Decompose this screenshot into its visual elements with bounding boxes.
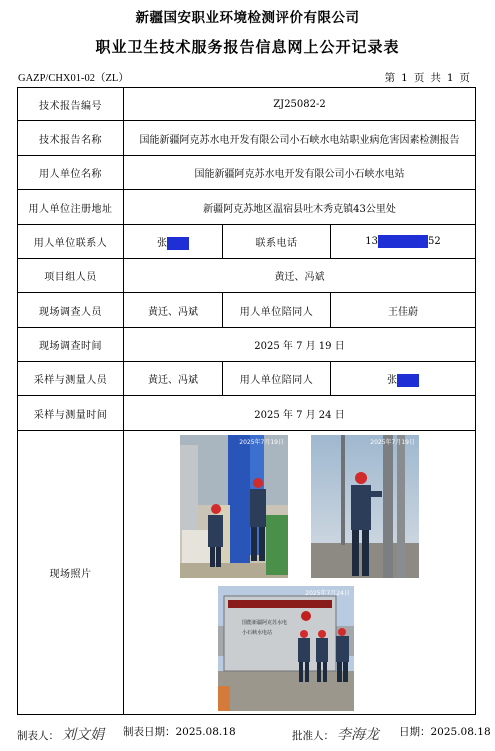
contact-cell xyxy=(124,225,223,259)
record-table xyxy=(17,87,476,715)
document-code: GAZP/CHX01-02（ZL） xyxy=(18,73,129,84)
company-name: 新疆国安职业环境检测评价有限公司 xyxy=(135,10,360,26)
maker-signature: 刘文娟 xyxy=(62,727,104,743)
table-row xyxy=(18,156,476,190)
redaction-block xyxy=(397,374,419,387)
date2-label: 日期： xyxy=(399,726,431,738)
phone-label: 联系电话 xyxy=(223,225,331,259)
table-row xyxy=(18,431,476,715)
redaction-block xyxy=(378,235,428,248)
organizer-label: 项目组人员 xyxy=(18,259,124,293)
sampling-escort-label: 用人单位陪同人 xyxy=(223,362,331,396)
phone-suffix: 52 xyxy=(428,236,441,247)
date-block xyxy=(123,724,236,739)
sampling-time-label: 采样与测量时间 xyxy=(18,396,124,431)
survey-escort-label: 用人单位陪同人 xyxy=(223,293,331,328)
employer-value: 国能新疆阿克苏水电开发有限公司小石峡水电站 xyxy=(124,156,476,190)
date2-value: 2025.08.18 xyxy=(430,726,491,738)
table-row xyxy=(18,259,476,293)
maker-label: 制表人： xyxy=(17,730,59,742)
photo-date-stamp: 2025年7月19日 xyxy=(239,439,284,446)
contact-value: 张 xyxy=(157,237,167,249)
plaque-text: 国能新疆阿克苏水电 xyxy=(242,620,288,626)
table-row xyxy=(18,190,476,225)
contact-label: 用人单位联系人 xyxy=(18,225,124,259)
organizer-value: 黄迁、冯斌 xyxy=(124,259,476,293)
approver-signature: 李海龙 xyxy=(337,727,379,743)
sampling-escort-value: 张 xyxy=(387,374,397,386)
date-value: 2025.08.18 xyxy=(175,726,236,738)
plaque-text-2: 小石峡水电站 xyxy=(242,630,273,636)
table-row xyxy=(18,293,476,328)
survey-label: 现场调查人员 xyxy=(18,293,124,328)
indoor-scene-image xyxy=(180,435,288,578)
date2-block xyxy=(399,724,491,739)
maker-block xyxy=(17,724,104,744)
table-row xyxy=(18,362,476,396)
approver-label: 批准人： xyxy=(292,730,334,742)
table-row xyxy=(18,328,476,362)
sampling-time-value: 2025 年 7 月 24 日 xyxy=(124,396,476,431)
page-ye: 页 xyxy=(413,72,425,84)
redaction-block xyxy=(167,237,189,250)
photo-date-stamp: 2025年7月24日 xyxy=(305,590,350,597)
address-value: 新疆阿克苏地区温宿县吐木秀克镇43公里处 xyxy=(124,190,476,225)
survey-time-label: 现场调查时间 xyxy=(18,328,124,362)
photos-label: 现场照片 xyxy=(18,431,124,715)
address-label: 用人单位注册地址 xyxy=(18,190,124,225)
report-no-value: ZJ25082-2 xyxy=(124,88,476,121)
date-label: 制表日期： xyxy=(123,726,176,738)
site-photo-outdoor xyxy=(311,435,419,578)
report-name-label: 技术报告名称 xyxy=(18,121,124,156)
site-photo-indoor xyxy=(180,435,288,578)
page-indicator xyxy=(382,70,473,85)
employer-label: 用人单位名称 xyxy=(18,156,124,190)
table-row xyxy=(18,88,476,121)
sampling-label: 采样与测量人员 xyxy=(18,362,124,396)
page-number: 1 xyxy=(401,72,408,84)
approver-block xyxy=(292,724,379,744)
table-row xyxy=(18,225,476,259)
survey-escort-value: 王佳蔚 xyxy=(331,293,476,328)
page-total: 1 xyxy=(446,72,454,84)
phone-prefix: 13 xyxy=(365,236,378,247)
survey-value: 黄迁、冯斌 xyxy=(124,293,223,328)
page-ye2: 页 xyxy=(459,72,470,84)
phone-cell xyxy=(331,225,476,259)
table-row xyxy=(18,121,476,156)
sampling-value: 黄迁、冯斌 xyxy=(124,362,223,396)
outdoor-scene-image xyxy=(311,435,419,578)
page-gong: 共 xyxy=(430,72,441,84)
form-title: 职业卫生技术服务报告信息网上公开记录表 xyxy=(95,38,400,56)
survey-time-value: 2025 年 7 月 19 日 xyxy=(124,328,476,362)
plaque-scene-image xyxy=(218,586,354,711)
page-di: 第 xyxy=(384,72,396,84)
report-name-value: 国能新疆阿克苏水电开发有限公司小石峡水电站职业病危害因素检测报告 xyxy=(124,121,476,156)
report-no-label: 技术报告编号 xyxy=(18,88,124,121)
photos-cell xyxy=(124,431,476,715)
photo-date-stamp: 2025年7月19日 xyxy=(370,439,415,446)
sampling-escort-cell xyxy=(331,362,476,396)
table-row xyxy=(18,396,476,431)
site-photo-plaque xyxy=(218,586,354,711)
photo-area xyxy=(124,431,475,714)
